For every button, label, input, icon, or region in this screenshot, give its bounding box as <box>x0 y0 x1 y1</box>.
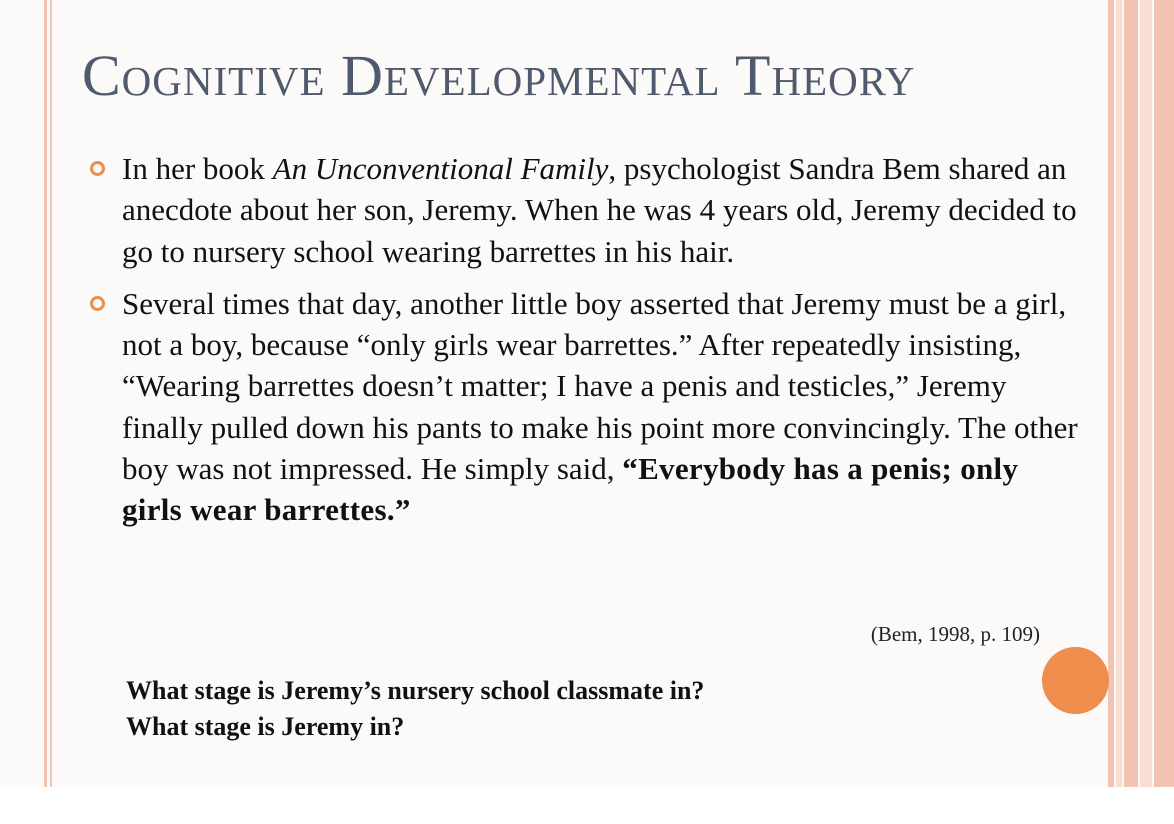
bullet-item-bem-book <box>90 148 1080 272</box>
stripe <box>1108 0 1114 787</box>
stripe <box>1140 0 1152 787</box>
ring-bullet-icon <box>90 161 105 176</box>
bullet-text: Several times that day, another little boy asserted that Jeremy must be a girl, not a boy, because “only girls wear barrettes.” After repeatedly insisting, “Wearing barrettes doesn’t matter; I have a penis and testicles,” Jeremy finally pulled down his pants to make his point more convincingly. The other boy was not impressed. He simply said, <box>122 285 1078 487</box>
book-title: An Unconventional Family <box>272 151 609 186</box>
left-border-line-inner <box>50 0 52 787</box>
bullet-text: In her book <box>122 151 273 186</box>
question-jeremy-stage: What stage is Jeremy in? <box>126 712 405 741</box>
left-border-line <box>44 0 47 787</box>
bullet-item-anecdote <box>90 283 1080 531</box>
citation: (Bem, 1998, p. 109) <box>870 622 1040 646</box>
orange-circle-decoration <box>1042 647 1109 714</box>
stripe <box>1154 0 1174 787</box>
stripe <box>1124 0 1138 787</box>
ring-bullet-icon <box>90 296 105 311</box>
bottom-margin <box>0 787 1174 824</box>
stripe <box>1116 0 1122 787</box>
right-decorative-stripes <box>1108 0 1174 787</box>
bullet-list <box>90 148 1080 542</box>
slide-title: Cognitive Developmental Theory <box>82 43 916 108</box>
bullet-text: , psychologist Sandra Bem shared an anecdote about her son, Jeremy. When he was 4 years old, Jeremy decided to go to nursery school wearing barrettes in his hair. <box>122 151 1077 269</box>
bold-quote: “Everybody has a penis; only girls wear barrettes.” <box>122 451 1019 528</box>
question-classmate-stage: What stage is Jeremy’s nursery school classmate in? <box>126 676 705 705</box>
